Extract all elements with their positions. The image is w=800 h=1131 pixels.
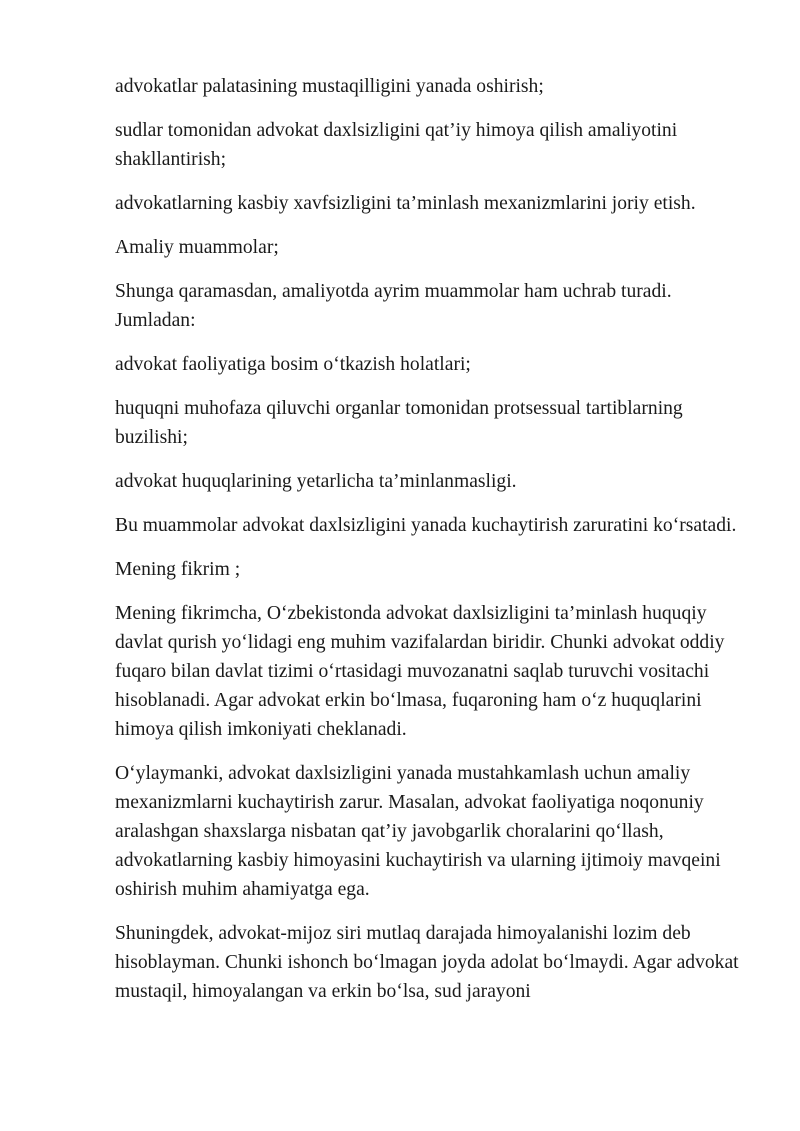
paragraph-problems-intro: Shunga qaramasdan, amaliyotda ayrim muammolar ham uchrab turadi. Jumladan: [115, 281, 672, 331]
paragraph-pressure-cases: advokat faoliyatiga bosim o‘tkazish holatlari; [115, 354, 471, 375]
paragraph-professional-safety: advokatlarning kasbiy xavfsizligini ta’minlash mexanizmlarini joriy etish. [115, 193, 696, 214]
paragraph-rights-insufficient: advokat huquqlarining yetarlicha ta’minlanmasligi. [115, 471, 517, 492]
paragraph-court-protection: sudlar tomonidan advokat daxlsizligini qat’iy himoya qilish amaliyotini shakllantirish; [115, 120, 678, 170]
section-heading-practical-problems: Amaliy muammolar; [115, 237, 279, 258]
paragraph-problems-conclusion: Bu muammolar advokat daxlsizligini yanada kuchaytirish zaruratini ko‘rsatadi. [115, 515, 737, 536]
section-heading-my-opinion: Mening fikrim ; [115, 559, 241, 580]
document-body [115, 72, 740, 1021]
paragraph-opinion-3: Shuningdek, advokat-mijoz siri mutlaq darajada himoyalanishi lozim deb hisoblayman. Chunki ishonch bo‘lmagan joyda adolat bo‘lmaydi. Agar advokat mustaqil, himoyalangan va erkin bo‘lsa, sud jarayoni [115, 923, 739, 1002]
paragraph-opinion-2: O‘ylaymanki, advokat daxlsizligini yanada mustahkamlash uchun amaliy mexanizmlarni kuchaytirish zarur. Masalan, advokat faoliyatiga noqonuniy aralashgan shaxslarga nisbatan qat’iy javobgarlik choralarini qo‘llash, advokatlarning kasbiy himoyasini kuchaytirish va ularning ijtimoiy mavqeini oshirish muhim ahamiyatga ega. [115, 763, 721, 900]
paragraph-procedure-violations: huquqni muhofaza qiluvchi organlar tomonidan protsessual tartiblarning buzilishi; [115, 398, 683, 448]
paragraph-bar-independence: advokatlar palatasining mustaqilligini yanada oshirish; [115, 76, 544, 97]
paragraph-opinion-1: Mening fikrimcha, O‘zbekistonda advokat daxlsizligini ta’minlash huquqiy davlat qurish yo‘lidagi eng muhim vazifalardan biridir. Chunki advokat oddiy fuqaro bilan davlat tizimi o‘rtasidagi muvozanatni saqlab turuvchi vositachi hisoblanadi. Agar advokat erkin bo‘lmasa, fuqaroning ham o‘z huquqlarini himoya qilish imkoniyati cheklanadi. [115, 603, 725, 740]
